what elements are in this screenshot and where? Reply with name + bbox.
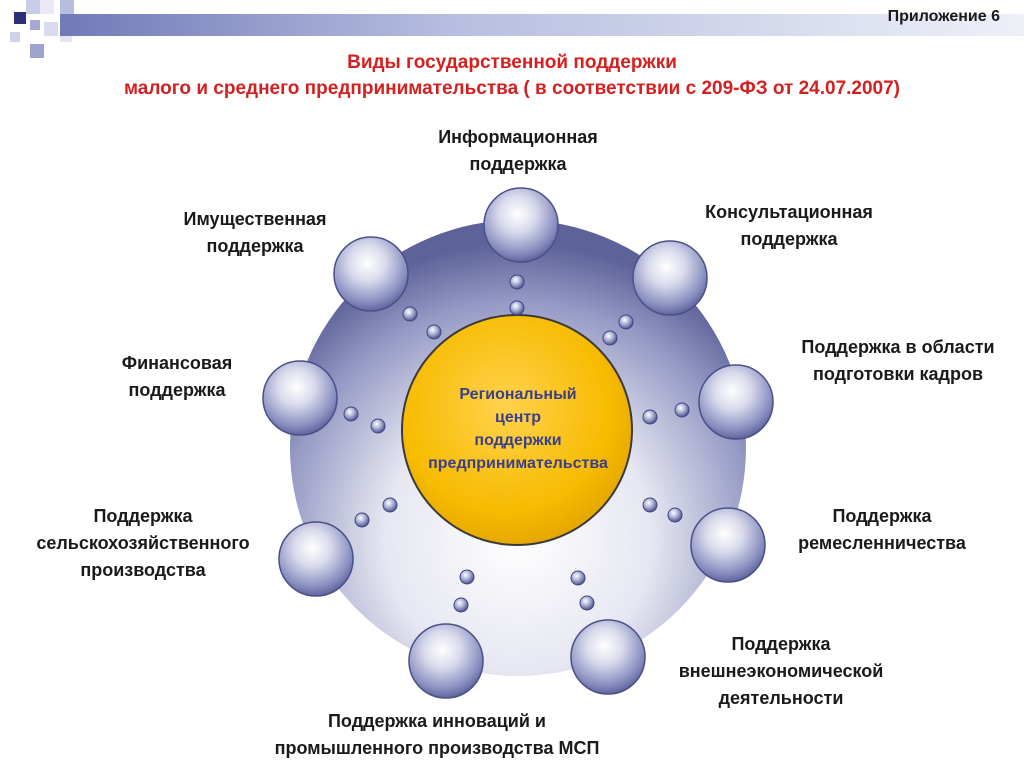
sphere-innovation — [409, 624, 483, 698]
sphere-property — [334, 237, 408, 311]
connector-dot — [675, 403, 689, 417]
label-foreign-trade-support: Поддержка внешнеэкономической деятельности — [678, 634, 884, 708]
connector-dot — [427, 325, 441, 339]
connector-dot — [603, 331, 617, 345]
connector-dot — [668, 508, 682, 522]
connector-dot — [383, 498, 397, 512]
connector-dot — [371, 419, 385, 433]
appendix-label: Приложение 6 — [887, 8, 1000, 25]
connector-dot — [454, 598, 468, 612]
sphere-consulting — [633, 241, 707, 315]
page-title-line2: малого и среднего предпринимательства ( в соответствии с 209-ФЗ от 24.07.2007) — [123, 78, 901, 99]
sphere-agriculture — [279, 522, 353, 596]
connector-dot — [403, 307, 417, 321]
connector-dot — [643, 410, 657, 424]
page-title-line1: Виды государственной поддержки — [347, 52, 677, 73]
connector-dot — [643, 498, 657, 512]
sphere-crafts — [691, 508, 765, 582]
label-property-support: Имущественная поддержка — [183, 209, 327, 256]
label-financial-support: Финансовая поддержка — [121, 353, 233, 400]
center-label-line: поддержки — [474, 432, 562, 449]
connector-dot — [510, 301, 524, 315]
connector-dot — [344, 407, 358, 421]
label-innovation-support: Поддержка инноваций и промышленного производства МСП — [274, 711, 600, 758]
label-crafts-support: Поддержка ремесленничества — [798, 506, 966, 553]
connector-dot — [619, 315, 633, 329]
sphere-training — [699, 365, 773, 439]
center-label-line: предпринимательства — [428, 455, 608, 472]
connector-dot — [355, 513, 369, 527]
label-information-support: Информационная поддержка — [438, 127, 598, 174]
center-label — [401, 383, 635, 475]
sphere-information — [484, 188, 558, 262]
connector-dot — [580, 596, 594, 610]
sphere-foreign-trade — [571, 620, 645, 694]
label-consulting-support: Консультационная поддержка — [705, 202, 873, 249]
label-agriculture-support: Поддержка сельскохозяйственного производства — [36, 506, 250, 580]
center-label-line: Региональный — [459, 386, 577, 403]
center-label-line: центр — [494, 409, 541, 426]
connector-dot — [510, 275, 524, 289]
connector-dot — [571, 571, 585, 585]
label-training-support: Поддержка в области подготовки кадров — [801, 337, 995, 384]
sphere-financial — [263, 361, 337, 435]
connector-dot — [460, 570, 474, 584]
